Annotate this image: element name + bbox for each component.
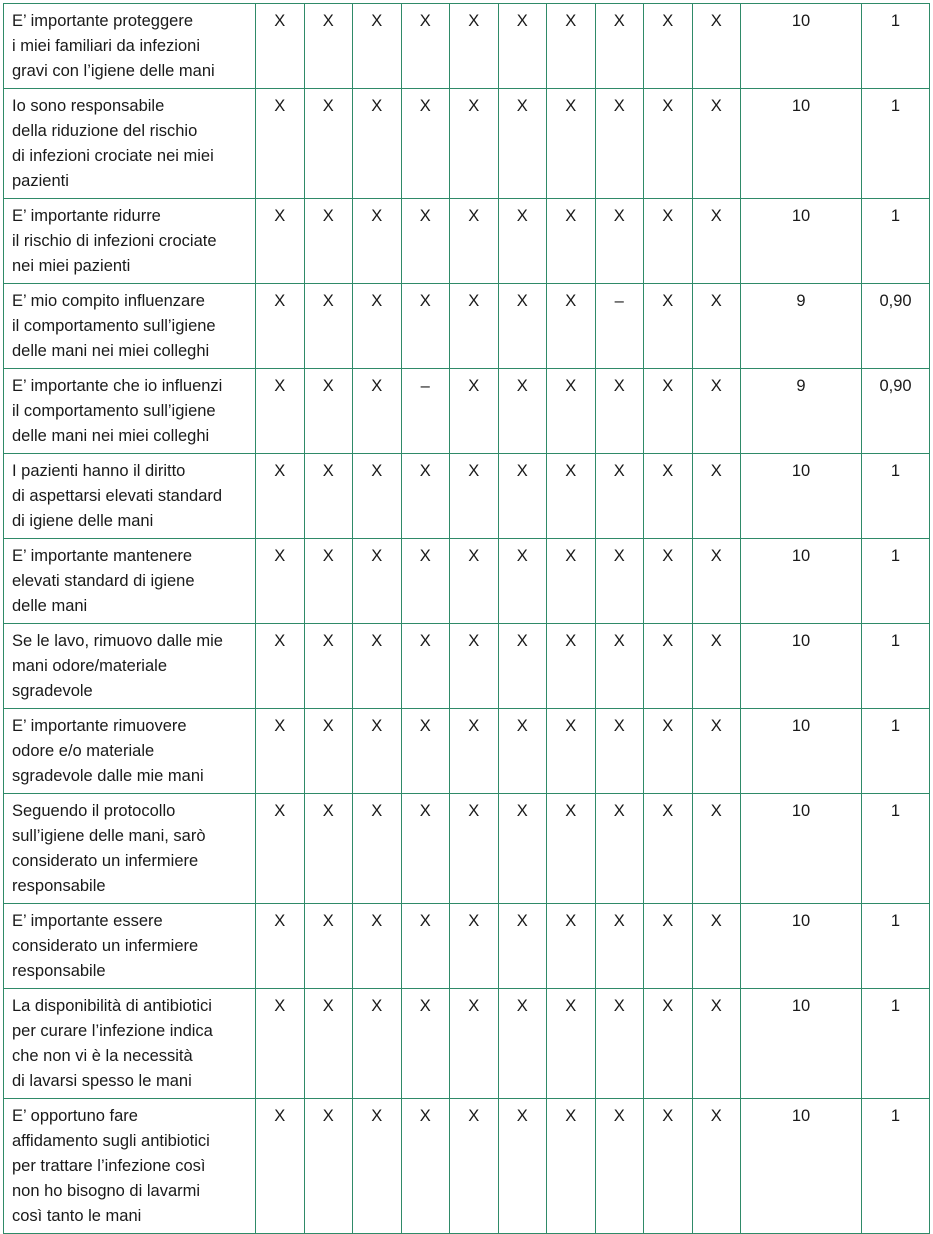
- rater-mark-cell: X: [644, 199, 693, 284]
- rater-mark-cell: X: [692, 369, 741, 454]
- rater-mark-cell: X: [692, 4, 741, 89]
- table-row: [4, 709, 930, 794]
- validity-index: 1: [862, 1099, 930, 1234]
- rater-mark-cell: X: [498, 539, 547, 624]
- validity-index: 1: [862, 794, 930, 904]
- rater-mark-cell: X: [595, 624, 644, 709]
- table-row: [4, 989, 930, 1099]
- validity-index: 1: [862, 89, 930, 199]
- rater-mark-cell: X: [450, 794, 499, 904]
- rater-mark-cell: X: [692, 709, 741, 794]
- rater-mark-cell: X: [256, 1099, 305, 1234]
- rater-mark-cell: X: [353, 539, 402, 624]
- agreement-count: 10: [741, 794, 862, 904]
- rater-mark-cell: X: [547, 539, 596, 624]
- rater-mark-cell: X: [692, 1099, 741, 1234]
- table-row: [4, 369, 930, 454]
- rater-mark-cell: X: [401, 539, 450, 624]
- rater-mark-cell: X: [692, 624, 741, 709]
- item-statement: E’ importante proteggere i miei familiari da infezioni gravi con l’igiene delle mani: [4, 4, 256, 89]
- rater-mark-cell: X: [644, 709, 693, 794]
- rater-mark-cell: X: [595, 709, 644, 794]
- rater-mark-cell: X: [450, 904, 499, 989]
- rater-mark-cell: X: [692, 199, 741, 284]
- rater-mark-cell: X: [644, 284, 693, 369]
- rater-mark-cell: X: [450, 624, 499, 709]
- rater-mark-cell: X: [256, 709, 305, 794]
- rater-mark-cell: X: [595, 794, 644, 904]
- rater-mark-cell: X: [692, 989, 741, 1099]
- table-row: [4, 199, 930, 284]
- item-statement: I pazienti hanno il diritto di aspettarsi elevati standard di igiene delle mani: [4, 454, 256, 539]
- rater-mark-cell: X: [644, 539, 693, 624]
- validity-index: 1: [862, 709, 930, 794]
- rater-mark-cell: X: [547, 284, 596, 369]
- item-statement: Seguendo il protocollo sull’igiene delle mani, sarò considerato un infermiere responsabile: [4, 794, 256, 904]
- rater-mark-cell: X: [450, 454, 499, 539]
- rater-mark-cell: X: [304, 199, 353, 284]
- rater-mark-cell: X: [595, 89, 644, 199]
- rater-mark-cell: X: [692, 794, 741, 904]
- rater-mark-cell: X: [353, 989, 402, 1099]
- rater-mark-cell: X: [595, 199, 644, 284]
- rater-mark-cell: X: [595, 369, 644, 454]
- item-statement: E’ importante rimuovere odore e/o materiale sgradevole dalle mie mani: [4, 709, 256, 794]
- rater-mark-cell: X: [644, 904, 693, 989]
- rater-mark-cell: X: [498, 199, 547, 284]
- rater-mark-cell: X: [644, 794, 693, 904]
- rating-table: [3, 3, 930, 1234]
- rater-mark-cell: X: [547, 4, 596, 89]
- rater-mark-cell: X: [401, 794, 450, 904]
- item-statement: La disponibilità di antibiotici per curare l’infezione indica che non vi è la necessità di lavarsi spesso le mani: [4, 989, 256, 1099]
- item-statement: Se le lavo, rimuovo dalle mie mani odore/materiale sgradevole: [4, 624, 256, 709]
- rater-mark-cell: X: [353, 284, 402, 369]
- rater-mark-cell: X: [692, 539, 741, 624]
- rater-mark-cell: X: [644, 624, 693, 709]
- rater-mark-cell: X: [644, 989, 693, 1099]
- rater-mark-cell: X: [498, 1099, 547, 1234]
- item-statement: E’ importante ridurre il rischio di infezioni crociate nei miei pazienti: [4, 199, 256, 284]
- item-statement: E’ opportuno fare affidamento sugli antibiotici per trattare l’infezione così non ho bisogno di lavarmi così tanto le mani: [4, 1099, 256, 1234]
- rater-mark-cell: X: [256, 4, 305, 89]
- agreement-count: 10: [741, 904, 862, 989]
- rater-mark-cell: X: [353, 454, 402, 539]
- rater-mark-cell: X: [304, 709, 353, 794]
- rater-mark-cell: X: [353, 369, 402, 454]
- rater-mark-cell: X: [547, 989, 596, 1099]
- table-row: [4, 454, 930, 539]
- table-row: [4, 1099, 930, 1234]
- rater-mark-cell: X: [644, 369, 693, 454]
- rater-mark-cell: X: [450, 284, 499, 369]
- rater-mark-cell: X: [353, 794, 402, 904]
- agreement-count: 9: [741, 284, 862, 369]
- rater-mark-cell: X: [547, 904, 596, 989]
- rater-mark-cell: X: [304, 369, 353, 454]
- rater-mark-cell: X: [547, 794, 596, 904]
- rater-mark-cell: X: [304, 4, 353, 89]
- item-statement: E’ importante mantenere elevati standard di igiene delle mani: [4, 539, 256, 624]
- rater-mark-cell: X: [595, 1099, 644, 1234]
- item-statement: E’ importante che io influenzi il comportamento sull’igiene delle mani nei miei colleghi: [4, 369, 256, 454]
- validity-index: 0,90: [862, 369, 930, 454]
- rater-mark-cell: X: [353, 709, 402, 794]
- validity-index: 1: [862, 624, 930, 709]
- agreement-count: 10: [741, 539, 862, 624]
- rater-mark-cell: X: [256, 199, 305, 284]
- rater-mark-cell: X: [353, 904, 402, 989]
- rater-mark-cell: X: [256, 89, 305, 199]
- rater-mark-cell: X: [401, 989, 450, 1099]
- rater-mark-cell: X: [498, 989, 547, 1099]
- rater-mark-cell: X: [692, 89, 741, 199]
- rater-mark-cell: X: [547, 709, 596, 794]
- rater-mark-cell: X: [692, 284, 741, 369]
- rater-mark-cell: X: [547, 199, 596, 284]
- rater-mark-cell: X: [401, 4, 450, 89]
- table-body: [4, 4, 930, 1234]
- rater-mark-cell: X: [450, 709, 499, 794]
- rater-mark-cell: X: [304, 904, 353, 989]
- agreement-count: 10: [741, 454, 862, 539]
- agreement-count: 10: [741, 1099, 862, 1234]
- agreement-count: 10: [741, 709, 862, 794]
- rater-mark-cell: X: [256, 454, 305, 539]
- rater-mark-cell: X: [401, 624, 450, 709]
- agreement-count: 10: [741, 89, 862, 199]
- rater-mark-cell: X: [692, 454, 741, 539]
- rater-mark-cell: X: [256, 989, 305, 1099]
- rater-mark-cell: X: [304, 989, 353, 1099]
- item-statement: E’ importante essere considerato un infermiere responsabile: [4, 904, 256, 989]
- validity-index: 1: [862, 904, 930, 989]
- table-row: [4, 4, 930, 89]
- rater-mark-cell: X: [353, 624, 402, 709]
- rater-mark-cell: X: [401, 284, 450, 369]
- rater-mark-cell: X: [595, 989, 644, 1099]
- validity-index: 1: [862, 199, 930, 284]
- rater-mark-cell: X: [256, 904, 305, 989]
- table-row: [4, 624, 930, 709]
- rater-mark-cell: X: [498, 369, 547, 454]
- rater-mark-cell: X: [547, 1099, 596, 1234]
- rater-mark-cell: X: [644, 454, 693, 539]
- table-row: [4, 794, 930, 904]
- rater-mark-cell: X: [547, 369, 596, 454]
- rater-mark-cell: X: [401, 904, 450, 989]
- rater-mark-cell: X: [401, 709, 450, 794]
- rater-mark-cell: X: [595, 4, 644, 89]
- validity-index: 0,90: [862, 284, 930, 369]
- rater-mark-cell: X: [401, 89, 450, 199]
- rater-mark-cell: X: [353, 4, 402, 89]
- rater-mark-cell: X: [450, 1099, 499, 1234]
- rater-mark-cell: X: [498, 624, 547, 709]
- rater-mark-cell: X: [498, 454, 547, 539]
- rater-mark-cell: X: [304, 89, 353, 199]
- rater-mark-cell: X: [498, 284, 547, 369]
- validity-index: 1: [862, 454, 930, 539]
- rater-mark-cell: X: [450, 369, 499, 454]
- rater-mark-cell: X: [256, 369, 305, 454]
- rater-mark-cell: X: [547, 454, 596, 539]
- rater-mark-cell: X: [450, 539, 499, 624]
- rater-mark-cell: X: [595, 539, 644, 624]
- rater-mark-cell: X: [547, 89, 596, 199]
- rater-mark-cell: X: [256, 539, 305, 624]
- rater-mark-cell: X: [401, 454, 450, 539]
- rater-mark-cell: X: [304, 624, 353, 709]
- table-row: [4, 539, 930, 624]
- rater-mark-cell: X: [450, 989, 499, 1099]
- rater-mark-cell: X: [256, 794, 305, 904]
- rater-mark-cell: X: [498, 794, 547, 904]
- rater-mark-cell: X: [644, 4, 693, 89]
- rater-mark-cell: X: [547, 624, 596, 709]
- validity-index: 1: [862, 539, 930, 624]
- rater-mark-cell: X: [498, 89, 547, 199]
- rater-mark-cell: X: [304, 539, 353, 624]
- rater-mark-cell: X: [401, 1099, 450, 1234]
- rater-mark-cell: –: [595, 284, 644, 369]
- agreement-count: 9: [741, 369, 862, 454]
- rater-mark-cell: X: [304, 794, 353, 904]
- agreement-count: 10: [741, 199, 862, 284]
- rater-mark-cell: X: [644, 1099, 693, 1234]
- validity-index: 1: [862, 989, 930, 1099]
- agreement-count: 10: [741, 4, 862, 89]
- rater-mark-cell: X: [450, 199, 499, 284]
- rater-mark-cell: X: [353, 199, 402, 284]
- rater-mark-cell: X: [595, 454, 644, 539]
- item-statement: Io sono responsabile della riduzione del rischio di infezioni crociate nei miei pazienti: [4, 89, 256, 199]
- rater-mark-cell: –: [401, 369, 450, 454]
- rater-mark-cell: X: [353, 1099, 402, 1234]
- rater-mark-cell: X: [595, 904, 644, 989]
- table-row: [4, 89, 930, 199]
- rater-mark-cell: X: [304, 1099, 353, 1234]
- rater-mark-cell: X: [692, 904, 741, 989]
- rater-mark-cell: X: [498, 4, 547, 89]
- rater-mark-cell: X: [644, 89, 693, 199]
- agreement-count: 10: [741, 624, 862, 709]
- table-row: [4, 284, 930, 369]
- rater-mark-cell: X: [256, 284, 305, 369]
- rater-mark-cell: X: [450, 89, 499, 199]
- rater-mark-cell: X: [498, 904, 547, 989]
- rater-mark-cell: X: [498, 709, 547, 794]
- rater-mark-cell: X: [304, 284, 353, 369]
- rater-mark-cell: X: [450, 4, 499, 89]
- agreement-count: 10: [741, 989, 862, 1099]
- item-statement: E’ mio compito influenzare il comportamento sull’igiene delle mani nei miei colleghi: [4, 284, 256, 369]
- rater-mark-cell: X: [256, 624, 305, 709]
- rater-mark-cell: X: [304, 454, 353, 539]
- rater-mark-cell: X: [401, 199, 450, 284]
- table-row: [4, 904, 930, 989]
- validity-index: 1: [862, 4, 930, 89]
- rater-mark-cell: X: [353, 89, 402, 199]
